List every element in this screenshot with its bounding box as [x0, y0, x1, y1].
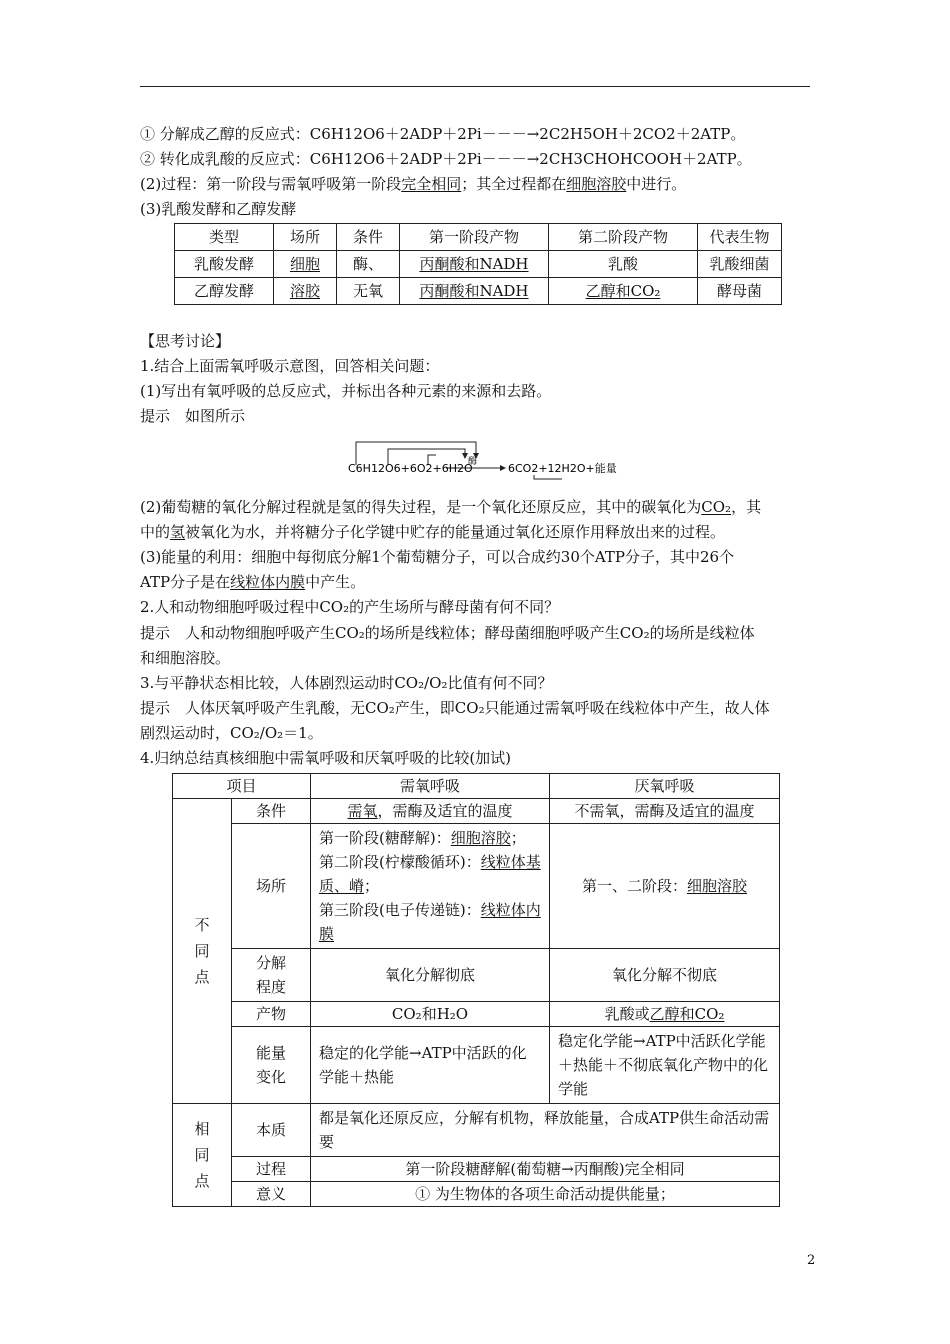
- lactic-equation: ② 转化成乳酸的反应式：C6H12O6＋2ADP＋2Pi－－－→2CH3CHOHCOOH＋2ATP。: [140, 150, 752, 168]
- diff-label: 不 同 点: [173, 799, 232, 1104]
- table-row: 乙醇发酵 溶胶 无氧 丙酮酸和NADH 乙醇和CO₂ 酵母菌: [175, 278, 782, 305]
- table-row: 能量变化 稳定的化学能→ATP中活跃的化学能＋热能 稳定化学能→ATP中活跃化学能＋热能＋不彻底氧化产物中的化学能: [173, 1027, 780, 1104]
- question-1a: (1)写出有氧呼吸的总反应式，并标出各种元素的来源和去路。: [140, 382, 552, 400]
- respiration-equation-diagram: [348, 437, 638, 482]
- table-row: 相 同 点 本质 都是氧化还原反应，分解有机物，释放能量，合成ATP供生命活动需要: [173, 1104, 780, 1157]
- hint-2-line2: 和细胞溶胶。: [140, 649, 231, 667]
- fermentation-heading: (3)乳酸发酵和乙醇发酵: [140, 200, 297, 218]
- equation-reactants: C6H12O6+6O2+6H2O: [348, 462, 473, 475]
- table-row: 过程 第一阶段糖酵解(葡萄糖→丙酮酸)完全相同: [173, 1157, 780, 1182]
- page-number: 2: [807, 1253, 816, 1268]
- answer-3-line2: ATP分子是在线粒体内膜中产生。: [140, 573, 366, 591]
- hint-2-line1: 提示 人和动物细胞呼吸产生CO₂的场所是线粒体；酵母菌细胞呼吸产生CO₂的场所是线粒体: [140, 624, 755, 642]
- question-1: 1.结合上面需氧呼吸示意图，回答相关问题：: [140, 357, 440, 375]
- table-row: 产物 CO₂和H₂O 乳酸或乙醇和CO₂: [173, 1002, 780, 1027]
- hint-3-line2: 剧烈运动时，CO₂/O₂＝1。: [140, 724, 323, 742]
- discussion-title: 【思考讨论】: [140, 332, 231, 350]
- header-rule: [140, 86, 810, 87]
- table-row: 场所 第一阶段(糖酵解)：细胞溶胶； 第二阶段(柠檬酸循环)：线粒体基质、嵴； 第三阶段(电子传递链)：线粒体内膜 第一、二阶段：细胞溶胶: [173, 824, 780, 949]
- table-row: 乳酸发酵 细胞 酶、 丙酮酸和NADH 乳酸 乳酸细菌: [175, 251, 782, 278]
- answer-3-line1: (3)能量的利用：细胞中每彻底分解1个葡萄糖分子，可以合成约30个ATP分子，其中26个: [140, 548, 735, 566]
- question-2: 2.人和动物细胞呼吸过程中CO₂的产生场所与酵母菌有何不同？: [140, 598, 560, 616]
- question-3: 3.与平静状态相比较，人体剧烈运动时CO₂/O₂比值有何不同？: [140, 674, 553, 692]
- hint-1: 提示 如图所示: [140, 407, 246, 425]
- same-label: 相 同 点: [173, 1104, 232, 1207]
- ethanol-equation: ① 分解成乙醇的反应式：C6H12O6＋2ADP＋2Pi－－－→2C2H5OH＋2CO2＋2ATP。: [140, 125, 746, 143]
- fermentation-table: [174, 223, 782, 305]
- table-row: 类型 场所 条件 第一阶段产物 第二阶段产物 代表生物: [175, 224, 782, 251]
- table-row: 分解程度 氧化分解彻底 氧化分解不彻底: [173, 949, 780, 1002]
- respiration-comparison-table: [172, 773, 780, 1207]
- table-row: 不 同 点 条件 需氧，需酶及适宜的温度 不需氧，需酶及适宜的温度: [173, 799, 780, 824]
- question-4: 4.归纳总结真核细胞中需氧呼吸和厌氧呼吸的比较(加试): [140, 749, 512, 767]
- answer-2-line1: (2)葡萄糖的氧化分解过程就是氢的得失过程，是一个氧化还原反应，其中的碳氧化为CO₂，其: [140, 498, 762, 516]
- answer-2-line2: 中的氢被氧化为水，并将糖分子化学键中贮存的能量通过氧化还原作用释放出来的过程。: [140, 523, 726, 541]
- enzyme-label: 酶: [468, 457, 478, 467]
- table-row: 意义 ① 为生物体的各项生命活动提供能量；: [173, 1182, 780, 1207]
- equation-products: 6CO2+12H2O+能量: [508, 462, 617, 475]
- process-line: (2)过程：第一阶段与需氧呼吸第一阶段完全相同；其全过程都在细胞溶胶中进行。: [140, 175, 687, 193]
- hint-3-line1: 提示 人体厌氧呼吸产生乳酸，无CO₂产生，即CO₂只能通过需氧呼吸在线粒体中产生，故人体: [140, 699, 770, 717]
- table-row: 项目 需氧呼吸 厌氧呼吸: [173, 774, 780, 799]
